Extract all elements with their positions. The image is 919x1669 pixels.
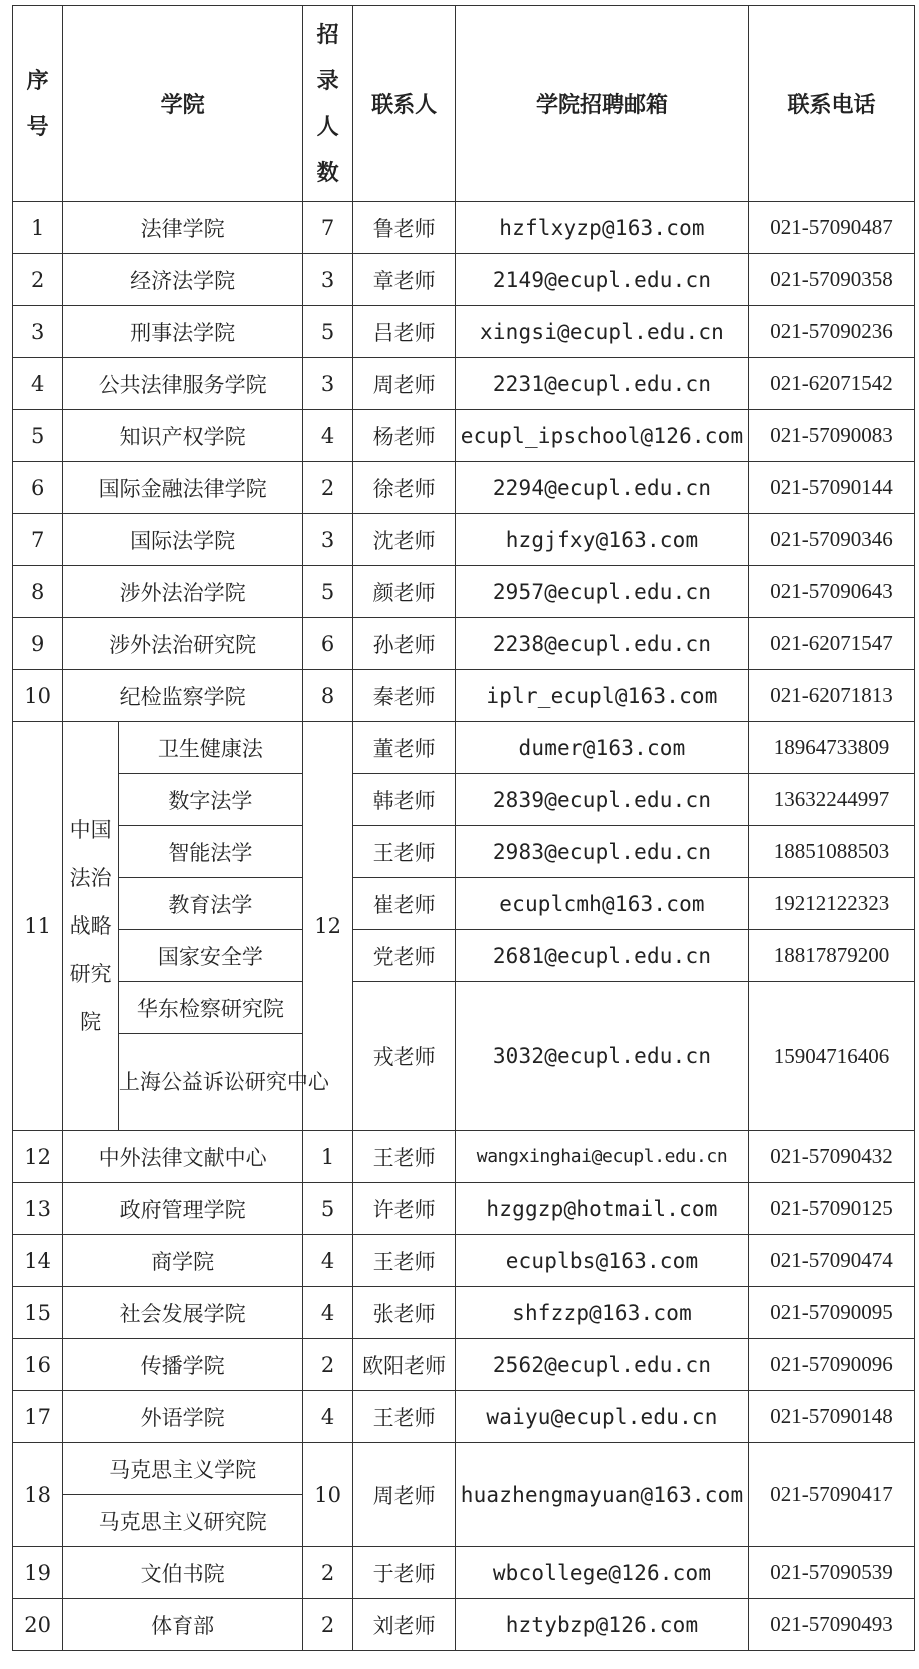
cell-college: 知识产权学院 (63, 410, 303, 462)
header-contact: 联系人 (353, 6, 456, 202)
cell-no: 5 (13, 410, 63, 462)
cell-phone: 021-57090474 (749, 1235, 915, 1287)
cell-count: 8 (302, 670, 352, 722)
cell-contact: 党老师 (353, 930, 456, 982)
cell-no: 9 (13, 618, 63, 670)
table-row (13, 826, 915, 878)
cell-count: 2 (302, 1599, 352, 1651)
header-email: 学院招聘邮箱 (455, 6, 748, 202)
cell-email[interactable]: hzgjfxy@163.com (455, 514, 748, 566)
cell-no: 3 (13, 306, 63, 358)
cell-contact: 王老师 (353, 1391, 456, 1443)
cell-college: 法律学院 (63, 202, 303, 254)
cell-count: 3 (302, 514, 352, 566)
cell-college: 涉外法治研究院 (63, 618, 303, 670)
cell-college: 政府管理学院 (63, 1183, 303, 1235)
cell-count: 5 (302, 566, 352, 618)
cell-phone: 021-57090083 (749, 410, 915, 462)
cell-phone: 021-57090148 (749, 1391, 915, 1443)
cell-contact: 王老师 (353, 1235, 456, 1287)
cell-contact: 沈老师 (353, 514, 456, 566)
cell-email[interactable]: hzflxyzp@163.com (455, 202, 748, 254)
cell-contact: 张老师 (353, 1287, 456, 1339)
cell-contact: 崔老师 (353, 878, 456, 930)
cell-email[interactable]: ecuplcmh@163.com (455, 878, 748, 930)
cell-email[interactable]: hzggzp@hotmail.com (455, 1183, 748, 1235)
cell-email[interactable]: 2238@ecupl.edu.cn (455, 618, 748, 670)
cell-contact: 颜老师 (353, 566, 456, 618)
cell-phone: 15904716406 (749, 982, 915, 1131)
cell-phone: 021-57090096 (749, 1339, 915, 1391)
table-row (13, 1287, 915, 1339)
cell-contact: 许老师 (353, 1183, 456, 1235)
cell-no: 15 (13, 1287, 63, 1339)
cell-email[interactable]: 2983@ecupl.edu.cn (455, 826, 748, 878)
cell-count: 4 (302, 410, 352, 462)
cell-no: 2 (13, 254, 63, 306)
cell-phone: 021-57090493 (749, 1599, 915, 1651)
cell-email[interactable]: shfzzp@163.com (455, 1287, 748, 1339)
table-row (13, 202, 915, 254)
cell-count: 3 (302, 358, 352, 410)
cell-no: 17 (13, 1391, 63, 1443)
cell-no: 4 (13, 358, 63, 410)
header-row (13, 6, 915, 202)
cell-no: 20 (13, 1599, 63, 1651)
cell-count: 1 (302, 1131, 352, 1183)
cell-count: 2 (302, 1547, 352, 1599)
table-row (13, 254, 915, 306)
cell-contact: 王老师 (353, 826, 456, 878)
cell-email[interactable]: 2681@ecupl.edu.cn (455, 930, 748, 982)
cell-count: 2 (302, 462, 352, 514)
cell-phone: 021-57090346 (749, 514, 915, 566)
cell-contact: 韩老师 (353, 774, 456, 826)
cell-phone: 18817879200 (749, 930, 915, 982)
cell-phone: 021-57090539 (749, 1547, 915, 1599)
cell-college: 商学院 (63, 1235, 303, 1287)
cell-contact: 戎老师 (353, 982, 456, 1131)
cell-count: 4 (302, 1287, 352, 1339)
table-row (13, 566, 915, 618)
cell-phone: 021-57090643 (749, 566, 915, 618)
cell-email[interactable]: 2149@ecupl.edu.cn (455, 254, 748, 306)
cell-college: 经济法学院 (63, 254, 303, 306)
cell-contact: 杨老师 (353, 410, 456, 462)
cell-contact: 周老师 (353, 1443, 456, 1547)
cell-subunit: 智能法学 (118, 826, 302, 878)
cell-contact: 周老师 (353, 358, 456, 410)
cell-phone: 19212122323 (749, 878, 915, 930)
cell-college: 国际法学院 (63, 514, 303, 566)
cell-college: 公共法律服务学院 (63, 358, 303, 410)
cell-college: 马克思主义学院 (63, 1443, 303, 1495)
cell-no: 8 (13, 566, 63, 618)
cell-count: 12 (302, 722, 352, 1131)
cell-no: 16 (13, 1339, 63, 1391)
cell-contact: 秦老师 (353, 670, 456, 722)
header-count: 招录人数 (302, 6, 352, 202)
cell-email[interactable]: iplr_ecupl@163.com (455, 670, 748, 722)
table-row (13, 878, 915, 930)
cell-count: 7 (302, 202, 352, 254)
cell-count: 4 (302, 1391, 352, 1443)
cell-email[interactable]: wbcollege@126.com (455, 1547, 748, 1599)
cell-college: 外语学院 (63, 1391, 303, 1443)
cell-contact: 王老师 (353, 1131, 456, 1183)
cell-email[interactable]: waiyu@ecupl.edu.cn (455, 1391, 748, 1443)
cell-email[interactable]: ecuplbs@163.com (455, 1235, 748, 1287)
table-row (13, 358, 915, 410)
cell-no: 6 (13, 462, 63, 514)
cell-phone: 021-57090417 (749, 1443, 915, 1547)
table-row (13, 930, 915, 982)
cell-subunit: 上海公益诉讼研究中心 (118, 1034, 302, 1131)
cell-email[interactable]: xingsi@ecupl.edu.cn (455, 306, 748, 358)
table-row (13, 306, 915, 358)
table-row (13, 982, 915, 1034)
cell-no: 18 (13, 1443, 63, 1547)
cell-college: 刑事法学院 (63, 306, 303, 358)
cell-college: 体育部 (63, 1599, 303, 1651)
cell-count: 5 (302, 1183, 352, 1235)
cell-no: 19 (13, 1547, 63, 1599)
cell-contact: 刘老师 (353, 1599, 456, 1651)
cell-count: 3 (302, 254, 352, 306)
cell-no: 13 (13, 1183, 63, 1235)
table-row (13, 462, 915, 514)
cell-subunit: 华东检察研究院 (118, 982, 302, 1034)
cell-email[interactable]: dumer@163.com (455, 722, 748, 774)
cell-phone: 021-57090358 (749, 254, 915, 306)
cell-phone: 021-57090144 (749, 462, 915, 514)
cell-count: 6 (302, 618, 352, 670)
cell-count: 10 (302, 1443, 352, 1547)
header-college: 学院 (63, 6, 303, 202)
cell-email[interactable]: 2839@ecupl.edu.cn (455, 774, 748, 826)
cell-email[interactable]: 2294@ecupl.edu.cn (455, 462, 748, 514)
table-row (13, 618, 915, 670)
cell-phone: 021-62071813 (749, 670, 915, 722)
cell-no: 14 (13, 1235, 63, 1287)
cell-subunit: 教育法学 (118, 878, 302, 930)
cell-contact: 吕老师 (353, 306, 456, 358)
table-row (13, 722, 915, 774)
cell-phone: 021-57090432 (749, 1131, 915, 1183)
table-row (13, 410, 915, 462)
table-row (13, 670, 915, 722)
cell-email[interactable]: ecupl_ipschool@126.com (455, 410, 748, 462)
cell-phone: 021-62071547 (749, 618, 915, 670)
cell-college: 马克思主义研究院 (63, 1495, 303, 1547)
cell-institute: 中国法治战略研究院 (63, 722, 119, 1131)
cell-count: 4 (302, 1235, 352, 1287)
cell-phone: 18964733809 (749, 722, 915, 774)
header-index: 序号 (13, 6, 63, 202)
cell-no: 1 (13, 202, 63, 254)
cell-phone: 13632244997 (749, 774, 915, 826)
cell-college: 社会发展学院 (63, 1287, 303, 1339)
table-row (13, 1443, 915, 1495)
cell-contact: 董老师 (353, 722, 456, 774)
cell-phone: 18851088503 (749, 826, 915, 878)
cell-contact: 孙老师 (353, 618, 456, 670)
cell-college: 传播学院 (63, 1339, 303, 1391)
cell-no: 7 (13, 514, 63, 566)
cell-phone: 021-57090125 (749, 1183, 915, 1235)
table-row (13, 514, 915, 566)
cell-college: 中外法律文献中心 (63, 1131, 303, 1183)
cell-contact: 章老师 (353, 254, 456, 306)
table-row (13, 1599, 915, 1651)
table-row (13, 1547, 915, 1599)
table-row (13, 1235, 915, 1287)
recruitment-table (12, 5, 915, 1651)
cell-no: 12 (13, 1131, 63, 1183)
cell-no: 10 (13, 670, 63, 722)
cell-email[interactable]: hztybzp@126.com (455, 1599, 748, 1651)
cell-email[interactable]: 2231@ecupl.edu.cn (455, 358, 748, 410)
cell-contact: 于老师 (353, 1547, 456, 1599)
cell-count: 5 (302, 306, 352, 358)
cell-contact: 徐老师 (353, 462, 456, 514)
table-row (13, 1339, 915, 1391)
cell-count: 2 (302, 1339, 352, 1391)
cell-email[interactable]: 3032@ecupl.edu.cn (455, 982, 748, 1131)
table-row (13, 1391, 915, 1443)
table-row (13, 774, 915, 826)
cell-no: 11 (13, 722, 63, 1131)
cell-email[interactable]: wangxinghai@ecupl.edu.cn (455, 1131, 748, 1183)
cell-subunit: 国家安全学 (118, 930, 302, 982)
cell-college: 纪检监察学院 (63, 670, 303, 722)
cell-phone: 021-57090095 (749, 1287, 915, 1339)
cell-college: 涉外法治学院 (63, 566, 303, 618)
table-row (13, 1183, 915, 1235)
cell-email[interactable]: 2957@ecupl.edu.cn (455, 566, 748, 618)
header-phone: 联系电话 (749, 6, 915, 202)
table-row (13, 1131, 915, 1183)
cell-college: 文伯书院 (63, 1547, 303, 1599)
cell-subunit: 卫生健康法 (118, 722, 302, 774)
cell-contact: 欧阳老师 (353, 1339, 456, 1391)
cell-phone: 021-57090487 (749, 202, 915, 254)
cell-contact: 鲁老师 (353, 202, 456, 254)
cell-subunit: 数字法学 (118, 774, 302, 826)
cell-email[interactable]: huazhengmayuan@163.com (455, 1443, 748, 1547)
cell-college: 国际金融法律学院 (63, 462, 303, 514)
cell-phone: 021-62071542 (749, 358, 915, 410)
cell-phone: 021-57090236 (749, 306, 915, 358)
cell-email[interactable]: 2562@ecupl.edu.cn (455, 1339, 748, 1391)
